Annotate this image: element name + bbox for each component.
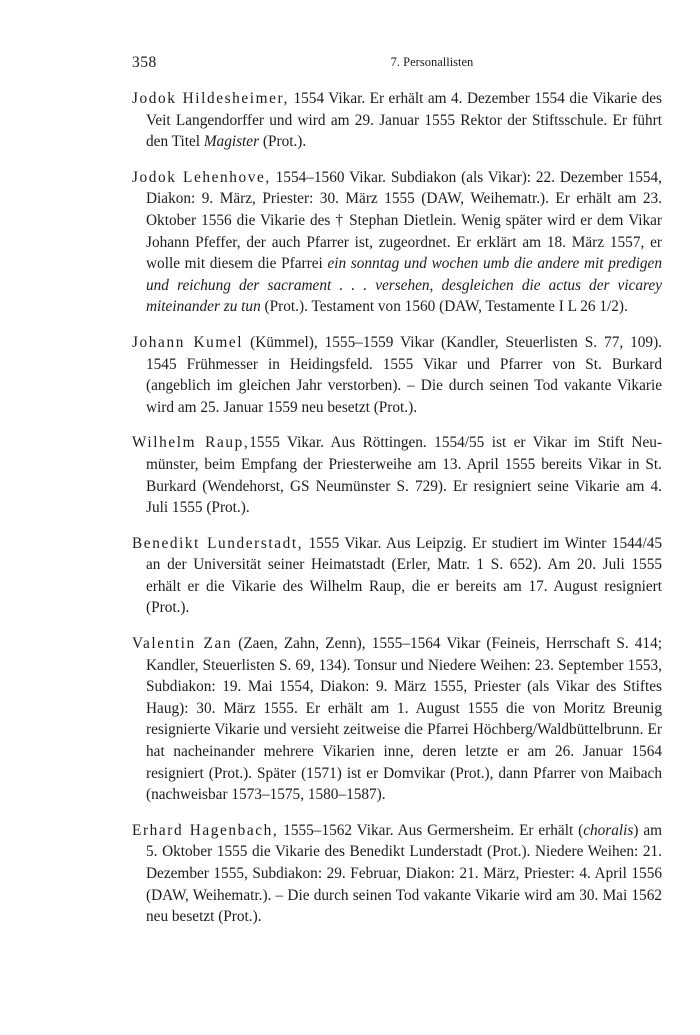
entry-text-segment: 1555 Vikar. Aus Röttingen. 1554/55 ist er Vikar im Stift Neumünster, beim Empfang der Priesterweihe am 13. April 1555 bereits Vikar in St. Burkard (Wendehorst, GS Neumünster S. 729). Er resigniert seine Vikarie am 4. Juli 1555 (Prot.). <box>146 434 662 517</box>
personnel-entry <box>132 332 662 418</box>
entry-name: Jodok Lehenhove, <box>132 168 271 186</box>
running-title: 7. Personallisten <box>390 55 474 69</box>
entry-text <box>146 635 662 803</box>
personnel-entry <box>132 88 662 153</box>
entry-quote: choralis <box>583 821 634 839</box>
entry-name: Wilhelm Raup, <box>132 434 250 452</box>
page-header <box>132 54 662 76</box>
entry-text-segment: ) am 5. Oktober 1555 die Vikarie des Benedikt Lunderstadt (Prot.). Niedere Weihen: 21. Dezember 1555, Subdiakon: 29. Februar, Diakon: 21. März, Priester: 4. April 1556 (DAW, Weihematr.). – Die durch seinen Tod vakante Vikarie wird am 30. Mai 1562 neu besetzt (Prot.). <box>146 821 663 926</box>
entry-text-segment: 1555–1562 Vikar. Aus Germersheim. Er erhält ( <box>278 821 584 839</box>
entry-text-segment: (Prot.). Testament von 1560 (DAW, Testamente I L 26 1/2). <box>260 298 628 316</box>
page-number: 358 <box>132 54 157 71</box>
entry-text-segment: 1555 Vikar. Aus Leipzig. Er studiert im Winter 1544/45 an der Universität seiner Heimatstadt (Erler, Matr. 1 S. 652). Am 20. Juli 1555 erhält er die Vikarie des Wilhelm Raup, die er bereits am 17. August resigniert (Prot.). <box>146 534 662 617</box>
entry-name: Jodok Hildesheimer, <box>132 90 290 107</box>
personnel-entry <box>132 432 662 518</box>
personnel-entry <box>132 633 662 806</box>
entry-text-segment: 1554 Vikar. Er erhält am 4. Dezember 1554 die Vikarie des Veit Langendorffer und wird am 29. Januar 1555 Rektor der Stiftsschule. Er führt den Titel <box>146 90 663 151</box>
entry-text-segment: (Kümmel), 1555–1559 Vikar (Kandler, Steuerlisten S. 77, 109). 1545 Frühmesser in Heidingsfeld. 1555 Vikar und Pfarrer von St. Burkard (angeblich im gleichen Jahr verstorben). – Die durch seinen Tod vakante Vikarie wird am 25. Januar 1559 neu besetzt (Prot.). <box>146 333 662 416</box>
personnel-entry <box>132 820 662 928</box>
entry-text <box>146 169 662 316</box>
entry-text-segment: (Zaen, Zahn, Zenn), 1555–1564 Vikar (Feineis, Herrschaft S. 414; Kandler, Steuerlisten S. 69, 134). Tonsur und Niedere Weihen: 23. September 1553, Subdiakon: 19. Mai 1554, Diakon: 9. März 1555, Priester (als Vikar des Stiftes Haug): 30. März 1555. Er erhält am 1. August 1555 die von Moritz Breunig resignierte Vikarie und versieht zeitweise die Pfarrei Höchberg/Waldbüttelbrunn. Er hat nacheinander mehrere Vikarien inne, deren letzte er am 26. Januar 1564 resigniert (Prot.). Später (1571) ist er Domvikar (Prot.), dann Pfarrer von Maibach (nachweisbar 1573–1575, 1580–1587). <box>146 635 662 804</box>
entry-text-segment: (Prot.). <box>259 133 307 151</box>
personnel-entry <box>132 167 662 318</box>
entry-text-segment: 1554–1560 Vikar. Subdiakon (als Vikar): 22. Dezember 1554, Diakon: 9. März, Priester: 30. März 1555 (DAW, Weihematr.). Er erhält am 23. Oktober 1556 die Vikarie des † Stephan Dietlein. Wenig später wird er dem Vikar Johann Pfeffer, der auch Pfarrer ist, zugeordnet. Er erklärt am 18. März 1557, er wolle mit diesem die Pfarrei <box>146 168 663 273</box>
entry-name: Erhard Hagenbach, <box>132 821 279 839</box>
entry-name: Benedikt Lunderstadt, <box>132 534 304 552</box>
entry-name: Johann Kumel <box>132 333 244 351</box>
entry-list <box>132 88 662 942</box>
entry-quote: Magister <box>203 133 260 151</box>
personnel-entry <box>132 533 662 619</box>
entry-quote: ein sonntag und wochen umb die andere mit predigen und reichung der sacrament . . . versehen, desgleichen die actus der vicarey miteinander zu tun <box>146 255 662 316</box>
entry-name: Valentin Zan <box>132 635 233 653</box>
